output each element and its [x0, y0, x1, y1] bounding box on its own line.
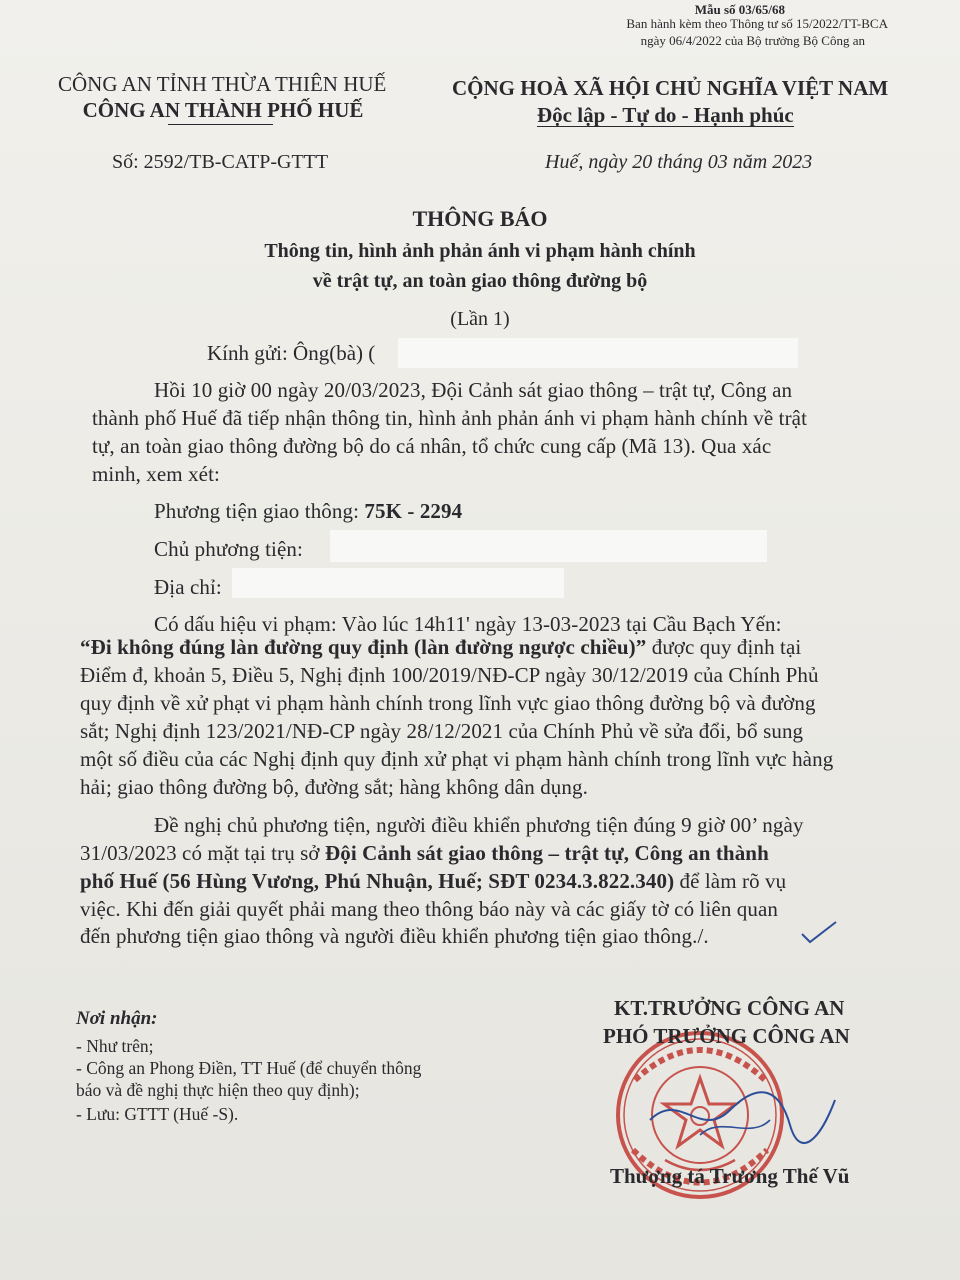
handwritten-signature-icon	[640, 1080, 840, 1150]
recipients-item-4: - Lưu: GTTT (Huế -S).	[76, 1104, 239, 1124]
recipients-item-1: - Như trên;	[76, 1036, 154, 1056]
form-number: Mẫu số 03/65/68	[694, 2, 785, 17]
parent-agency: CÔNG AN TỈNH THỪA THIÊN HUẾ	[58, 72, 387, 96]
document-title: THÔNG BÁO	[412, 206, 548, 231]
vehicle-line	[154, 499, 462, 524]
signer-name: Thượng tá Trương Thế Vũ	[610, 1164, 850, 1188]
vehicle-plate: 75K - 2294	[364, 499, 463, 523]
document-number: Số: 2592/TB-CATP-GTTT	[112, 151, 329, 173]
violation-quote-tail: được quy định tại	[646, 635, 802, 659]
recipient-salutation: Kính gửi: Ông(bà) (	[207, 341, 376, 365]
violation-line4: quy định về xử phạt vi phạm hành chính trong lĩnh vực giao thông đường bộ và đường	[80, 691, 816, 715]
violation-line2	[80, 635, 801, 660]
redacted-address	[232, 568, 564, 598]
request-line3-a: phố Huế (56 Hùng Vương, Phú Nhuận, Huế; SĐT 0234.3.822.340)	[80, 869, 675, 893]
para1-line1: Hồi 10 giờ 00 ngày 20/03/2023, Đội Cảnh sát giao thông – trật tự, Công an	[154, 378, 793, 402]
recipients-item-3: báo và đề nghị thực hiện theo quy định);	[76, 1080, 360, 1100]
recipients-item-2: - Công an Phong Điền, TT Huế (để chuyển thông	[76, 1058, 422, 1078]
agency-underline	[168, 124, 273, 125]
request-line3	[80, 869, 786, 894]
redacted-recipient	[398, 338, 798, 368]
checkmark-icon	[800, 920, 840, 944]
violation-line3: Điểm đ, khoản 5, Điều 5, Nghị định 100/2019/NĐ-CP ngày 30/12/2019 của Chính Phủ	[80, 663, 819, 687]
owner-label: Chủ phương tiện:	[154, 537, 303, 561]
violation-line5: sắt; Nghị định 123/2021/NĐ-CP ngày 28/12/2021 của Chính Phủ về sửa đổi, bổ sung	[80, 719, 804, 743]
vehicle-label: Phương tiện giao thông:	[154, 499, 365, 523]
recipients-title: Nơi nhận:	[76, 1008, 158, 1029]
form-issued-line1: Ban hành kèm theo Thông tư số 15/2022/TT-BCA	[626, 16, 888, 31]
request-line5: đến phương tiện giao thông và người điều khiển phương tiện giao thông./.	[80, 924, 709, 948]
document-subtitle-2: về trật tự, an toàn giao thông đường bộ	[312, 270, 648, 292]
para1-line2: thành phố Huế đã tiếp nhận thông tin, hình ảnh phản ánh vi phạm hành chính về trật	[92, 406, 808, 430]
violation-line1: Có dấu hiệu vi phạm: Vào lúc 14h11' ngày 13-03-2023 tại Cầu Bạch Yến:	[154, 612, 782, 636]
request-line4: việc. Khi đến giải quyết phải mang theo thông báo này và các giấy tờ có liên quan	[80, 897, 778, 921]
para1-line4: minh, xem xét:	[92, 462, 220, 486]
notice-round: (Lần 1)	[450, 308, 510, 330]
request-line2-b: Đội Cảnh sát giao thông – trật tự, Công an thành	[324, 841, 769, 865]
violation-line7: hải; giao thông đường bộ, đường sắt; hàng không dân dụng.	[80, 775, 588, 799]
national-title: CỘNG HOÀ XÃ HỘI CHỦ NGHĨA VIỆT NAM	[452, 76, 889, 100]
signature-title-2: PHÓ TRƯỞNG CÔNG AN	[603, 1024, 850, 1048]
national-motto: Độc lập - Tự do - Hạnh phúc	[537, 103, 794, 127]
request-line2-a: 31/03/2023 có mặt tại trụ sở	[80, 841, 325, 865]
violation-quote: “Đi không đúng làn đường quy định (làn đường ngược chiều)”	[80, 635, 647, 659]
form-issued-line2: ngày 06/4/2022 của Bộ trưởng Bộ Công an	[640, 33, 865, 48]
request-line2	[80, 841, 769, 866]
issuing-agency: CÔNG AN THÀNH PHỐ HUẾ	[82, 98, 364, 122]
request-line1: Đề nghị chủ phương tiện, người điều khiển phương tiện đúng 9 giờ 00’ ngày	[154, 813, 804, 837]
para1-line3: tự, an toàn giao thông đường bộ do cá nhân, tổ chức cung cấp (Mã 13). Qua xác	[92, 434, 772, 458]
signature-title-1: KT.TRƯỞNG CÔNG AN	[614, 996, 845, 1020]
violation-line6: một số điều của các Nghị định quy định xử phạt vi phạm hành chính trong lĩnh vực hàng	[80, 747, 834, 771]
address-label: Địa chỉ:	[154, 575, 222, 599]
place-date: Huế, ngày 20 tháng 03 năm 2023	[545, 151, 813, 173]
document-subtitle-1: Thông tin, hình ảnh phản ánh vi phạm hành chính	[264, 240, 696, 262]
redacted-owner	[330, 530, 767, 562]
request-line3-b: để làm rõ vụ	[674, 869, 787, 893]
